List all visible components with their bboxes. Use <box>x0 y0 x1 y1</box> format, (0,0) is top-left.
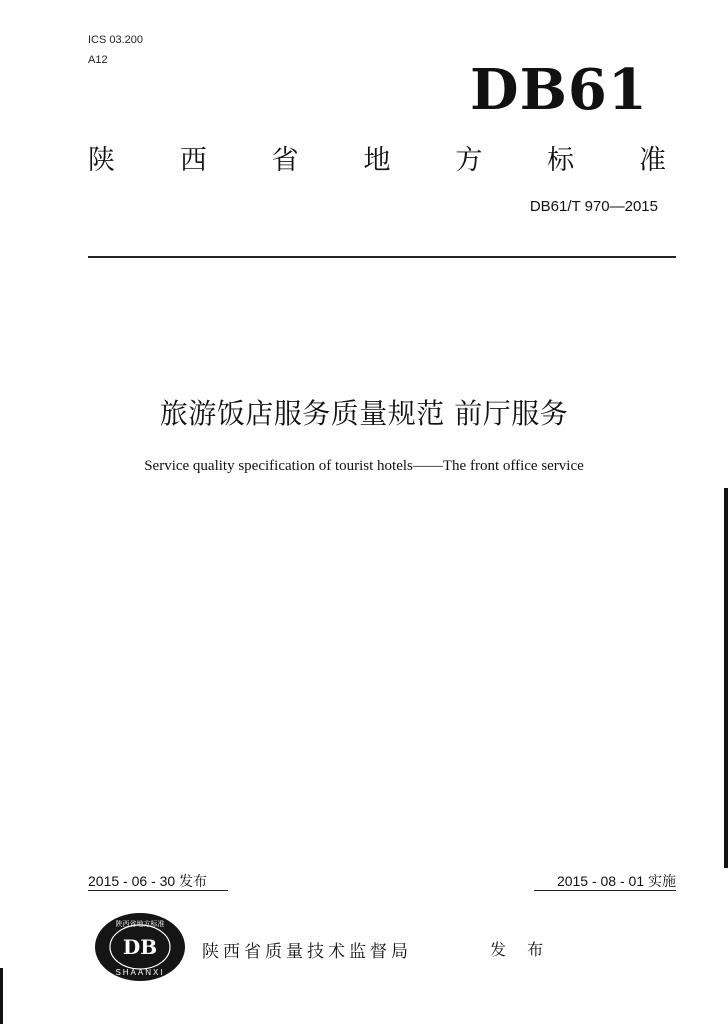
standard-type-char: 省 <box>271 145 299 176</box>
seal-bottom-text: SHAANXI <box>115 968 165 977</box>
issuer-seal-icon <box>94 912 186 982</box>
issuer-name: 陕西省质量技术监督局 <box>202 942 412 962</box>
standard-type-char: 方 <box>455 145 483 176</box>
db61-logo: DB61 <box>470 57 648 123</box>
implementation-date: 2015 - 08 - 01 实施 <box>556 873 676 889</box>
standard-type-char: 地 <box>363 145 391 176</box>
scan-edge-mark <box>0 968 3 1024</box>
standard-number: DB61/T 970—2015 <box>529 198 658 215</box>
standard-type-char: 陕 <box>88 145 115 176</box>
ics-code: ICS 03.200 <box>88 34 144 46</box>
header-divider <box>88 256 676 258</box>
standard-type-char: 西 <box>179 145 207 176</box>
title-english: Service quality specification of tourist hotels——The front office service <box>144 458 584 474</box>
issue-date: 2015 - 06 - 30 发布 <box>88 873 208 889</box>
standard-type-char: 准 <box>638 145 666 176</box>
standard-type-heading <box>88 138 666 177</box>
issuer-action: 发 布 <box>490 940 552 959</box>
title-chinese: 旅游饭店服务质量规范 前厅服务 <box>159 397 569 430</box>
seal-top-text: 陕西省地方标准 <box>115 920 165 928</box>
standard-type-char: 标 <box>547 145 575 176</box>
category-code: A12 <box>88 54 108 66</box>
implementation-date-underline <box>534 890 676 891</box>
scan-edge-mark <box>724 488 728 868</box>
seal-center-text: DB <box>122 935 158 959</box>
issue-date-underline <box>88 890 228 891</box>
